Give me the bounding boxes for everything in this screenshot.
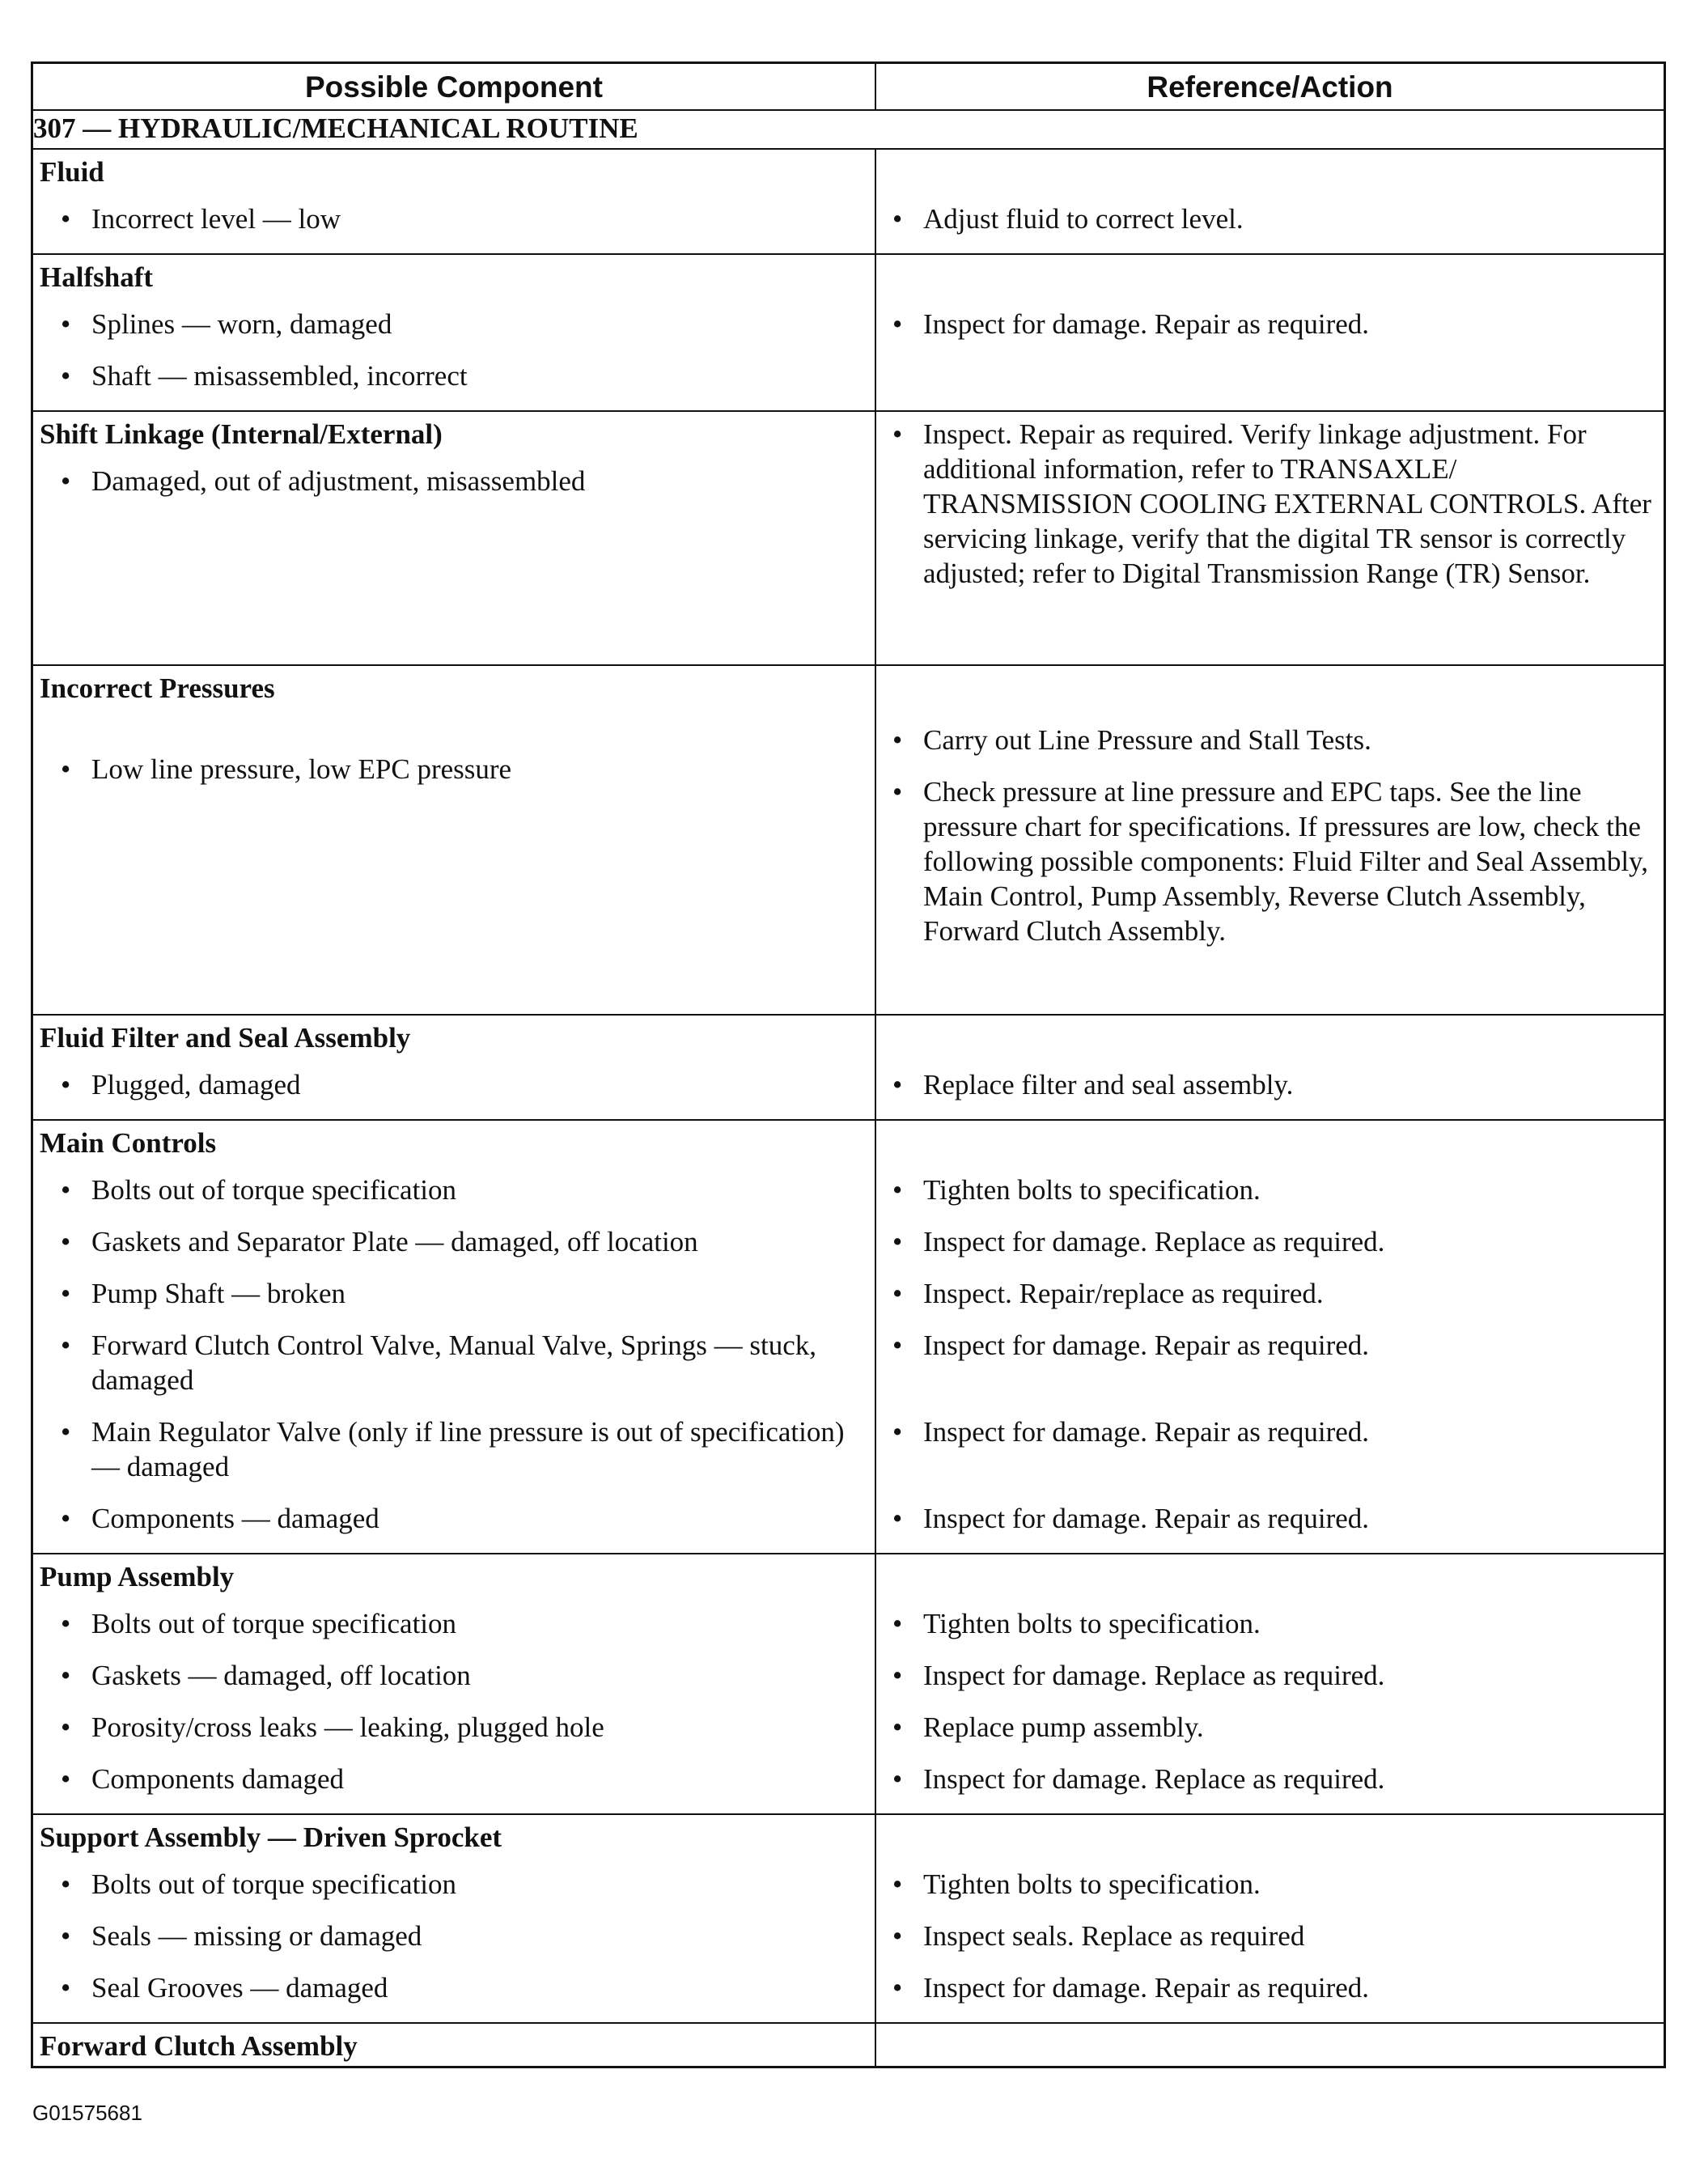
- action-item: • Inspect for damage. Repair as required.: [876, 1414, 1664, 1449]
- component-item: • Gaskets and Separator Plate — damaged, off location: [33, 1224, 875, 1259]
- action-cell: [875, 2023, 1664, 2066]
- component-item: • Pump Shaft — broken: [33, 1276, 875, 1311]
- component-item: • Bolts out of torque specification: [33, 1867, 875, 1902]
- action-item: • Tighten bolts to specification.: [876, 1867, 1664, 1902]
- component-item: • Forward Clutch Control Valve, Manual Valve, Springs — stuck, damaged: [33, 1328, 875, 1397]
- component-column-header: Possible Component: [33, 64, 875, 110]
- component-group-row: [33, 1814, 1664, 2023]
- diagnosis-table: [33, 64, 1664, 2066]
- action-cell: [875, 411, 1664, 665]
- component-cell: [33, 411, 875, 665]
- component-group-title: Pump Assembly: [40, 1561, 235, 1592]
- component-item: • Incorrect level — low: [33, 201, 875, 236]
- component-cell: [33, 254, 875, 411]
- component-item: • Main Regulator Valve (only if line pressure is out of specification) — damaged: [33, 1414, 875, 1484]
- component-item: • Plugged, damaged: [33, 1067, 875, 1102]
- component-group-row: [33, 254, 1664, 411]
- action-item: • Inspect for damage. Repair as required.: [876, 1501, 1664, 1536]
- component-item: • Porosity/cross leaks — leaking, plugged hole: [33, 1710, 875, 1745]
- action-item: • Inspect for damage. Repair as required.: [876, 1328, 1664, 1363]
- diagnosis-table-frame: [31, 61, 1666, 2068]
- action-cell: [875, 1554, 1664, 1814]
- action-cell: [875, 1814, 1664, 2023]
- component-cell: [33, 1554, 875, 1814]
- action-item: • Inspect for damage. Repair as required.: [876, 1970, 1664, 2005]
- component-group-row: [33, 149, 1664, 254]
- component-group-title: Shift Linkage (Internal/External): [40, 418, 443, 450]
- action-item: • Inspect. Repair as required. Verify linkage adjustment. For additional information, refer to TRANSAXLE/ TRANSMISSION COOLING EXTERNAL CONTROLS. After servicing linkage, verify that the digital TR sensor is correctly adjusted; refer to Digital Transmission Range (TR) Sensor.: [876, 417, 1664, 591]
- component-item: • Low line pressure, low EPC pressure: [33, 752, 875, 787]
- action-item: • Inspect for damage. Replace as required.: [876, 1658, 1664, 1693]
- action-column-header: Reference/Action: [875, 64, 1664, 110]
- component-group-title: Fluid Filter and Seal Assembly: [40, 1022, 411, 1054]
- action-cell: [875, 665, 1664, 1015]
- section-row: [33, 110, 1664, 149]
- action-item: • Adjust fluid to correct level.: [876, 201, 1664, 236]
- component-item: • Bolts out of torque specification: [33, 1173, 875, 1207]
- action-item: • Replace pump assembly.: [876, 1710, 1664, 1745]
- action-item: • Carry out Line Pressure and Stall Tests.: [876, 723, 1664, 757]
- action-item: • Inspect seals. Replace as required: [876, 1919, 1664, 1953]
- action-item: • Inspect for damage. Replace as required.: [876, 1224, 1664, 1259]
- action-item: • Check pressure at line pressure and EPC taps. See the line pressure chart for specifications. If pressures are low, check the following possible components: Fluid Filter and Seal Assembly, Main Control, Pump Assembly, Reverse Clutch Assembly, Forward Clutch Assembly.: [876, 774, 1664, 948]
- component-group-row: [33, 665, 1664, 1015]
- component-item: • Components — damaged: [33, 1501, 875, 1536]
- component-item: • Seals — missing or damaged: [33, 1919, 875, 1953]
- component-group-title: Fluid: [40, 156, 104, 188]
- action-item: • Tighten bolts to specification.: [876, 1173, 1664, 1207]
- component-group-row: [33, 2023, 1664, 2066]
- figure-code: G01575681: [32, 2101, 142, 2125]
- component-group-row: [33, 1554, 1664, 1814]
- component-item: • Bolts out of torque specification: [33, 1606, 875, 1641]
- component-item: • Shaft — misassembled, incorrect: [33, 358, 875, 393]
- component-item: • Components damaged: [33, 1762, 875, 1796]
- action-cell: [875, 1015, 1664, 1120]
- component-cell: [33, 149, 875, 254]
- component-group-title: Incorrect Pressures: [40, 672, 275, 704]
- action-item: • Replace filter and seal assembly.: [876, 1067, 1664, 1102]
- component-cell: [33, 1015, 875, 1120]
- table-body: [33, 110, 1664, 2066]
- action-cell: [875, 254, 1664, 411]
- component-group-title: Main Controls: [40, 1127, 217, 1159]
- component-item: • Splines — worn, damaged: [33, 307, 875, 341]
- action-item: • Tighten bolts to specification.: [876, 1606, 1664, 1641]
- component-item: • Damaged, out of adjustment, misassembled: [33, 464, 875, 498]
- action-cell: [875, 149, 1664, 254]
- action-item: • Inspect for damage. Replace as required.: [876, 1762, 1664, 1796]
- section-title: 307 — HYDRAULIC/MECHANICAL ROUTINE: [33, 110, 1664, 149]
- component-group-row: [33, 1120, 1664, 1554]
- component-group-title: Forward Clutch Assembly: [40, 2030, 358, 2062]
- component-group-row: [33, 1015, 1664, 1120]
- component-group-title: Halfshaft: [40, 261, 153, 293]
- action-item: • Inspect for damage. Repair as required.: [876, 307, 1664, 341]
- component-cell: [33, 1814, 875, 2023]
- component-cell: [33, 2023, 875, 2066]
- component-group-title: Support Assembly — Driven Sprocket: [40, 1821, 502, 1853]
- action-cell: [875, 1120, 1664, 1554]
- component-cell: [33, 1120, 875, 1554]
- action-item: • Inspect. Repair/replace as required.: [876, 1276, 1664, 1311]
- header-row: [33, 64, 1664, 110]
- component-item: • Gaskets — damaged, off location: [33, 1658, 875, 1693]
- component-item: • Seal Grooves — damaged: [33, 1970, 875, 2005]
- component-group-row: [33, 411, 1664, 665]
- component-cell: [33, 665, 875, 1015]
